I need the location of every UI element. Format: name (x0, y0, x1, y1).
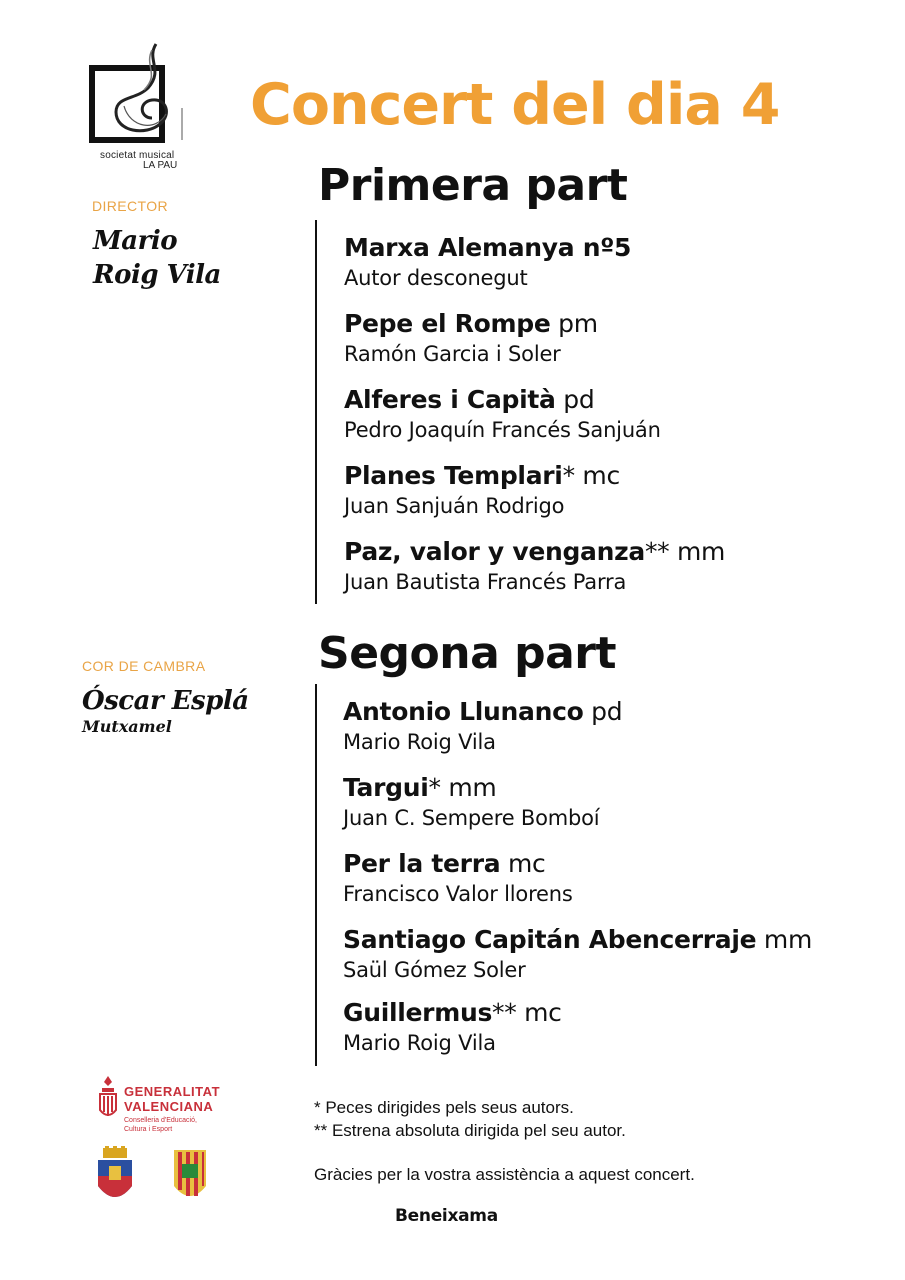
page-title: Concert del dia 4 (250, 72, 780, 138)
piece-title: Antonio Llunanco (343, 697, 584, 726)
piece-suffix: mc (500, 849, 546, 878)
director-label: DIRECTOR (92, 198, 169, 214)
thanks-note: Gràcies per la vostra assistència a aquest concert. (314, 1165, 695, 1184)
part1-item (344, 308, 598, 368)
piece-title: Targui (343, 773, 429, 802)
piece-title: Marxa Alemanya nº5 (344, 233, 632, 262)
part1-heading: Primera part (318, 160, 628, 211)
piece-suffix: mm (756, 925, 813, 954)
part1-item (344, 384, 661, 444)
part2-item (343, 848, 573, 908)
part2-item (343, 997, 562, 1057)
director-name-line2: Roig Vila (93, 260, 221, 290)
piece-author: Mario Roig Vila (343, 1031, 496, 1055)
piece-suffix: ** mc (492, 998, 562, 1027)
conselleria-line1: Conselleria d'Educació, (124, 1117, 197, 1124)
beneixama-logo-text: Beneixama (395, 1206, 498, 1226)
footnote-2: ** Estrena absoluta dirigida pel seu autor. (314, 1121, 626, 1140)
conselleria-line2: Cultura i Esport (124, 1126, 173, 1133)
piece-author: Ramón Garcia i Soler (344, 342, 561, 366)
generalitat-line2: VALENCIANA (124, 1099, 214, 1114)
piece-author: Juan C. Sempere Bomboí (343, 806, 600, 830)
piece-author: Pedro Joaquín Francés Sanjuán (344, 418, 661, 442)
piece-author: Autor desconegut (344, 266, 528, 290)
piece-title: Santiago Capitán Abencerraje (343, 925, 757, 954)
piece-suffix: ** mm (644, 537, 726, 566)
choir-label: COR DE CAMBRA (82, 658, 206, 674)
part1-divider-line (315, 220, 317, 604)
part2-heading: Segona part (318, 628, 617, 679)
generalitat-line1: GENERALITAT (124, 1084, 221, 1099)
part1-item (344, 232, 631, 292)
choir-name: Óscar Esplá (82, 686, 249, 716)
conselleria-name (124, 1116, 197, 1134)
part1-item (344, 536, 725, 596)
town-coat-of-arms-icon (95, 1146, 135, 1208)
piece-author: Mario Roig Vila (343, 730, 496, 754)
piece-suffix: pd (555, 385, 595, 414)
piece-author: Juan Bautista Francés Parra (344, 570, 627, 594)
part2-item (343, 772, 599, 832)
director-name (93, 224, 221, 292)
piece-suffix: * mm (428, 773, 497, 802)
piece-suffix: pd (583, 697, 623, 726)
logo-text-line2: LA PAU (143, 160, 178, 171)
generalitat-name (124, 1084, 220, 1114)
piece-author: Juan Sanjuán Rodrigo (344, 494, 565, 518)
piece-title: Paz, valor y venganza (344, 537, 645, 566)
part1-item (344, 460, 620, 520)
footnote-1: * Peces dirigides pels seus autors. (314, 1098, 574, 1117)
part2-divider-line (315, 684, 317, 1066)
second-coat-of-arms-icon (170, 1146, 210, 1206)
piece-title: Guillermus (343, 998, 493, 1027)
logo-text-line1: societat musical (100, 150, 175, 161)
piece-title: Pepe el Rompe (344, 309, 551, 338)
piece-title: Per la terra (343, 849, 501, 878)
piece-title: Planes Templari (344, 461, 563, 490)
piece-author: Saül Gómez Soler (343, 958, 526, 982)
piece-suffix: * mc (562, 461, 620, 490)
part2-item (343, 696, 622, 756)
piece-suffix: pm (550, 309, 598, 338)
choir-location: Mutxamel (82, 717, 172, 736)
part2-item (343, 924, 812, 984)
director-name-line1: Mario (93, 226, 178, 256)
generalitat-emblem-icon (96, 1074, 120, 1126)
piece-author: Francisco Valor llorens (343, 882, 573, 906)
piece-title: Alferes i Capità (344, 385, 556, 414)
